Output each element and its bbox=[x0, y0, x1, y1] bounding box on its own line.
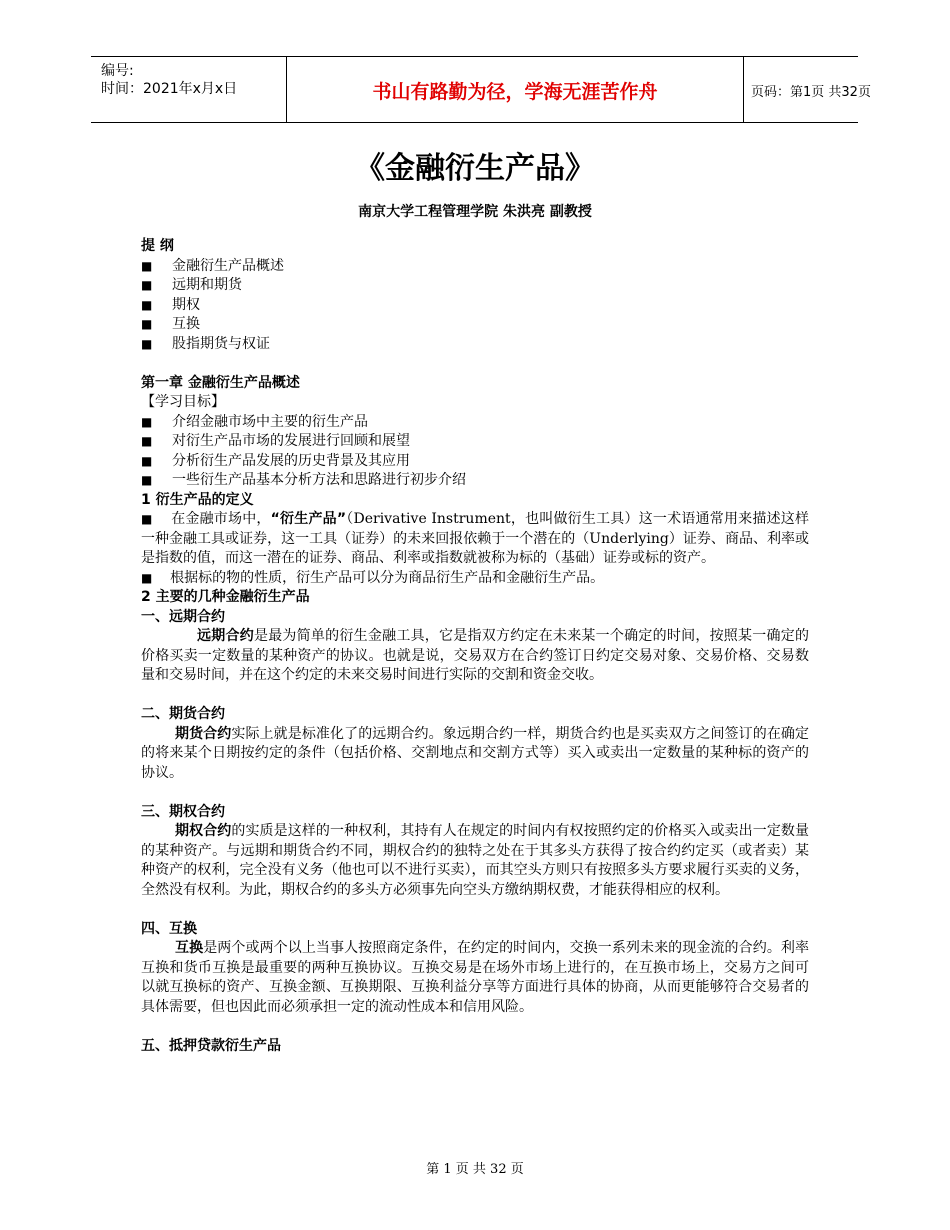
bullet-icon: ■ bbox=[141, 414, 153, 429]
subsection-heading-mortgage: 五、抵押贷款衍生产品 bbox=[141, 1037, 281, 1054]
header-meta bbox=[91, 57, 286, 122]
document-number-label: 编号: bbox=[101, 63, 134, 79]
options-paragraph: 期权合约的实质是这样的一种权利，其持有人在规定的时间内有权按照约定的价格买入或卖出一定数量的某种资产。与远期和期货合约不同，期权合约的独特之处在于其多头方获得了按合约约定买（或者卖）某种资产的权利，完全没有义务（他也可以不进行买卖），而其空头方则只有按照多头方要求履行买卖的义务，全然没有权利。为此，期权合约的多头方必须事先向空头方缴纳期权费，才能获得相应的权利。 bbox=[141, 823, 810, 898]
header-motto-cell bbox=[286, 57, 744, 122]
bullet-icon: ■ bbox=[141, 512, 153, 526]
outline-list bbox=[141, 257, 809, 355]
outline-item: ■ 金融衍生产品概述 bbox=[141, 257, 809, 277]
forward-paragraph: 远期合约是最为简单的衍生金融工具，它是指双方约定在未来某一个确定的时间，按照某一确定的价格买卖一定数量的某种资产的协议。也就是说，交易双方在合约签订日约定交易对象、交易价格、交易数量和交易时间，并在这个约定的未来交易时间进行实际的交割和资金交收。 bbox=[141, 628, 809, 683]
definition-paragraph: ■ 在金融市场中，“衍生产品”（Derivative Instrument，也叫做衍生工具）这一术语通常用来描述这样一种金融工具或证券，这一工具（证券）的未来回报依赖于一个潜在的（Underlying）证券、商品、利率或是指数的值，而这一潜在的证券、商品、利率或指数就被称为标的（基础）证券或标的资产。 bbox=[141, 511, 809, 566]
objective-item: ■ 介绍金融市场中主要的衍生产品 bbox=[141, 413, 809, 433]
outline-item: ■ 互换 bbox=[141, 315, 809, 335]
header-page-label: 页码：第1页 共32页 bbox=[751, 85, 871, 100]
bullet-icon: ■ bbox=[141, 570, 153, 585]
objectives-label: 【学习目标】 bbox=[141, 394, 225, 410]
chapter-heading: 第一章 金融衍生产品概述 bbox=[141, 374, 300, 391]
outline-item: ■ 股指期货与权证 bbox=[141, 335, 809, 355]
outline-heading: 提 纲 bbox=[141, 238, 174, 254]
outline-item: ■ 期权 bbox=[141, 296, 809, 316]
bullet-icon: ■ bbox=[141, 317, 153, 331]
bullet-icon: ■ bbox=[141, 453, 153, 468]
futures-paragraph: 期货合约实际上就是标准化了的远期合约。象远期合约一样，期货合约也是买卖双方之间签订的在确定的将来某个日期按约定的条件（包括价格、交割地点和交割方式等）买入或卖出一定数量的某种标的资产的协议。 bbox=[141, 725, 810, 781]
document-body bbox=[141, 237, 809, 1056]
bullet-icon: ■ bbox=[141, 278, 153, 292]
section-heading: 2 主要的几种金融衍生产品 bbox=[141, 589, 310, 605]
section-heading: 1 衍生产品的定义 bbox=[141, 491, 254, 508]
header-page-cell bbox=[743, 57, 871, 122]
objective-item: ■ 分析衍生产品发展的历史背景及其应用 bbox=[141, 452, 809, 472]
subsection-heading-options: 三、期权合约 bbox=[141, 803, 225, 820]
bullet-icon: ■ bbox=[141, 434, 153, 448]
outline-item: ■ 远期和期货 bbox=[141, 276, 809, 296]
bullet-icon: ■ bbox=[141, 473, 153, 487]
term-derivative: “衍生产品” bbox=[270, 511, 347, 527]
bullet-icon: ■ bbox=[141, 336, 153, 351]
bullet-icon: ■ bbox=[141, 258, 153, 273]
header-motto: 书山有路勤为径，学海无涯苦作舟 bbox=[372, 81, 658, 103]
classification-paragraph: ■ 根据标的物的性质，衍生产品可以分为商品衍生产品和金融衍生产品。 bbox=[141, 569, 605, 586]
subsection-heading-futures: 二、期货合约 bbox=[141, 706, 225, 722]
document-title: 《金融衍生产品》 bbox=[355, 151, 595, 186]
subsection-heading-forward: 一、远期合约 bbox=[141, 608, 225, 625]
page-header bbox=[91, 56, 871, 123]
page-footer: 第 1 页 共 32 页 bbox=[426, 1162, 524, 1177]
subsection-heading-swap: 四、互换 bbox=[141, 920, 197, 937]
objectives-list bbox=[141, 413, 809, 491]
document-author: 南京大学工程管理学院 朱洪亮 副教授 bbox=[358, 204, 592, 220]
bullet-icon: ■ bbox=[141, 297, 153, 312]
document-time-label: 时间：2021年x月x日 bbox=[101, 81, 238, 97]
swap-paragraph: 互换是两个或两个以上当事人按照商定条件，在约定的时间内，交换一系列未来的现金流的合约。利率互换和货币互换是最重要的两种互换协议。互换交易是在场外市场上进行的，在互换市场上，交易方之间可以就互换标的资产、互换金额、互换期限、互换利益分享等方面进行具体的协商，从而更能够符合交易者的具体需要，但也因此而必须承担一定的流动性成本和信用风险。 bbox=[141, 940, 810, 1015]
objective-item: ■ 一些衍生产品基本分析方法和思路进行初步介绍 bbox=[141, 471, 809, 491]
objective-item: ■ 对衍生产品市场的发展进行回顾和展望 bbox=[141, 432, 809, 452]
